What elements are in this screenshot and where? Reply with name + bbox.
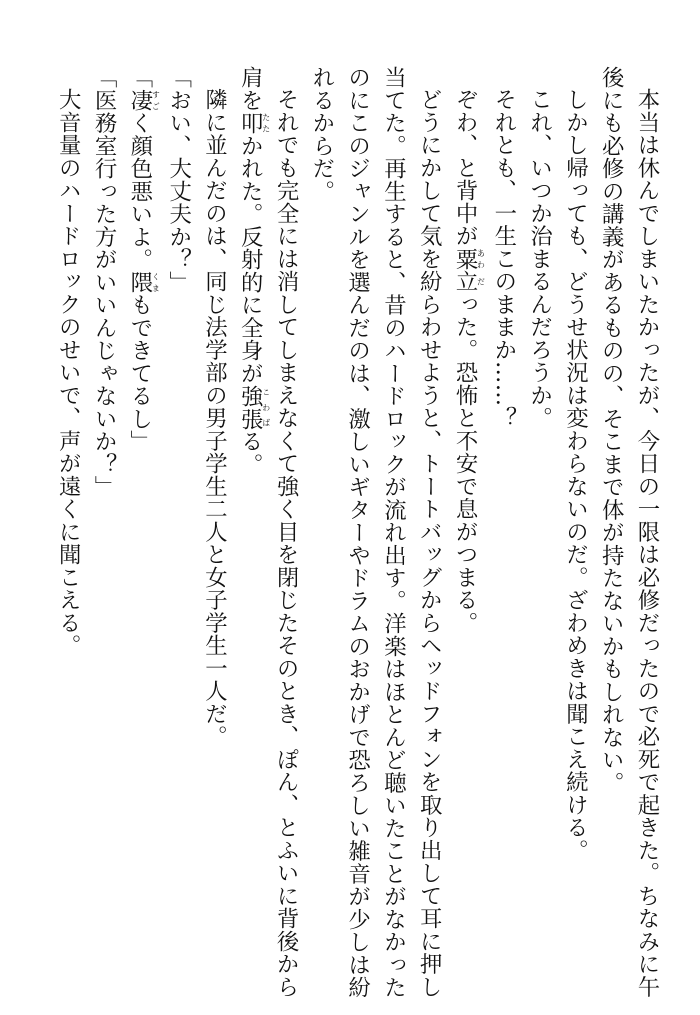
text-run: しかし帰っても、どうせ状況は変わらないのだ。ざわめきは聞こえ続ける。 [562,88,589,862]
narration-paragraph [557,66,593,1006]
text-run: かれた。反射的に全身が [237,134,264,385]
ruby-reading: すご [151,88,161,112]
ruby-base: 強張 [237,384,264,430]
text-run: る。 [237,430,264,476]
text-run: 「医務室行った方がいいんじゃないか？」 [91,66,118,499]
text-run: く顔色悪いよ。 [126,111,153,271]
text-run: それでも完全には消してしまえなくて強く目を閉じたそのとき、ぽん、とふいに背後から肩を [237,66,300,999]
narration-paragraph [231,66,303,1006]
text-run: これ、いつか治まるんだろうか。 [526,88,553,430]
narration-paragraph [303,66,446,1006]
dialogue-line [85,66,121,1006]
ruby-base: 隈 [126,270,153,294]
ruby-reading: たた [261,111,271,135]
ruby-annotation [452,270,486,294]
ruby-reading: あわ [476,247,486,271]
ruby-base: 叩 [237,111,264,135]
text-run: どうにかして気を紛らわせようと、トートバッグからヘッドフォンを取り出して耳に押し当てた。再生すると、昔のハードロックが流れ出す。洋楽はほとんど聴いたことがなかったのにこのジャンルを選んだのは、激しいギターやドラムのおかげで恐ろしい雑音が少しは紛れるからだ。 [308,66,443,999]
text-run: ぞわ、と背中が [452,88,479,248]
text-run: もできてるし」 [126,293,153,453]
ruby-annotation [126,270,161,294]
ruby-annotation [237,111,271,135]
text-run: った。恐怖と不安で息がつまる。 [452,293,479,635]
ruby-reading: だ [476,270,486,294]
dialogue-line [121,66,160,1006]
narration-paragraph [446,66,485,1006]
narration-paragraph [485,66,521,1006]
vertical-text-column [24,66,664,1006]
ruby-base: 立 [452,270,479,294]
narration-paragraph [521,66,557,1006]
text-run: 「 [126,66,153,89]
ruby-annotation [452,247,486,271]
ruby-base: 凄 [126,88,153,112]
text-run: 「おい、大丈夫か？」 [165,66,192,294]
dialogue-line [160,66,196,1006]
ruby-reading: くま [151,270,161,294]
text-run: 大音量のハードロックのせいで、声が遠くに聞こえる。 [55,88,82,658]
text-run: それとも、一生このままか……？ [490,88,517,430]
narration-paragraph [592,66,664,1006]
narration-paragraph [49,66,85,1006]
ruby-annotation [237,384,271,431]
ruby-base: 粟 [452,247,479,271]
narration-paragraph [196,66,232,1006]
text-run: 隣に並んだのは、同じ法学部の男子学生二人と女子学生一人だ。 [201,88,228,749]
ruby-annotation [126,88,161,112]
ruby-reading: こわば [261,384,271,430]
text-run: 本当は休んでしまいたかったが、今日の一限は必修だったので必死で起きた。ちなみに午後にも必修の講義があるものの、そこまで体が持たないかもしれない。 [598,66,660,999]
